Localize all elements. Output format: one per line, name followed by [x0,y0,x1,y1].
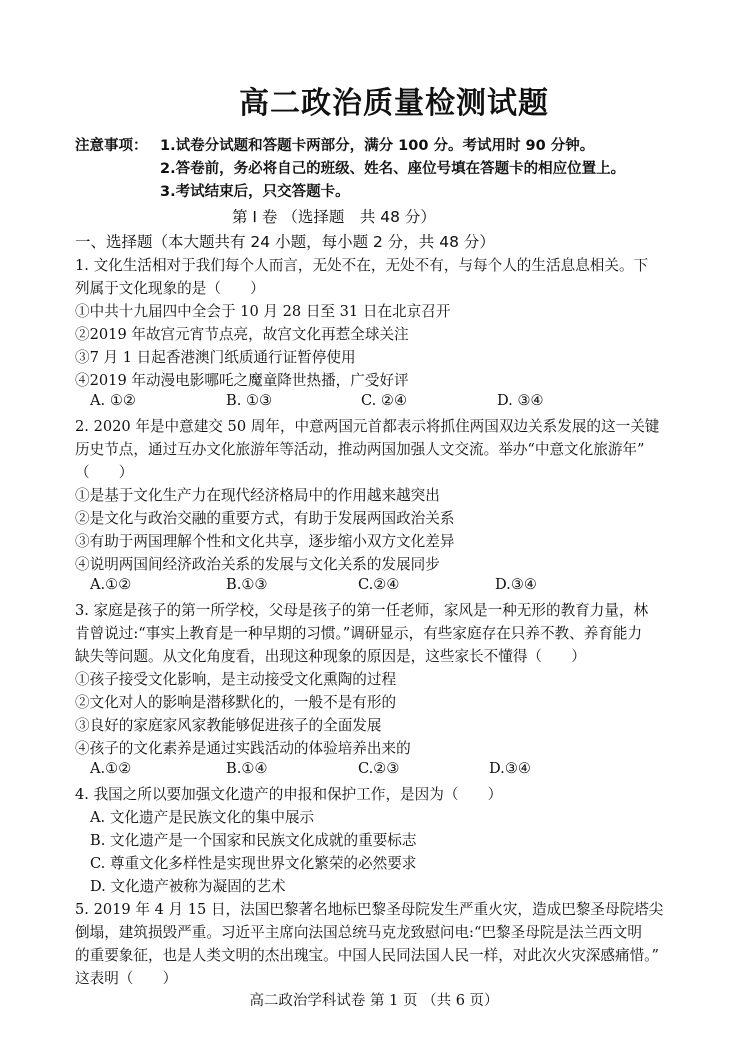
question-1-statement: ④2019 年动漫电影哪吒之魔童降世热播，广受好评 [75,372,409,389]
question-2-statement: ②是文化与政治交融的重要方式，有助于发展两国政治关系 [75,510,455,527]
question-3-line: 3. 家庭是孩子的第一所学校，父母是孩子的第一任老师，家风是一种无形的教育力量，林 [75,602,649,619]
question-2-line: 2. 2020 年是中意建交 50 周年，中意两国元首都表示将抓住两国双边关系发展的这一关键 [75,418,660,435]
question-3-option-c: C.②③ [358,760,400,777]
question-1-option-b: B. ①③ [226,392,273,409]
question-2-option-c: C.②④ [358,576,400,593]
question-1-line: 列属于文化现象的是（ ） [75,280,265,297]
question-2-statement: ①是基于文化生产力在现代经济格局中的作用越来越突出 [75,487,440,504]
question-3-statement: ②文化对人的影响是潜移默化的，一般不是有形的 [75,694,397,711]
notice-item: 2.答卷前，务必将自己的班级、姓名、座位号填在答题卡的相应位置上。 [160,161,626,177]
question-4-option-d: D. 文化遗产被称为凝固的艺术 [90,878,286,895]
question-1-option-a: A. ①② [90,392,136,409]
question-1-statement: ②2019 年故宫元宵节点亮，故宫文化再惹全球关注 [75,326,409,343]
question-2-option-a: A.①② [90,576,132,593]
question-3-statement: ③良好的家庭家风家教能够促进孩子的全面发展 [75,717,382,734]
question-3-line: 肯曾说过:“事实上教育是一种早期的习惯。”调研显示，有些家庭存在只养不教、养育能力 [75,625,643,642]
question-2-statement: ③有助于两国理解个性和文化共享，逐步缩小双方文化差异 [75,533,455,550]
question-5-line: 倒塌，建筑损毁严重。习近平主席向法国总统马克龙致慰问电:“巴黎圣母院是法兰西文明 [75,924,642,941]
question-4-option-a: A. 文化遗产是民族文化的集中展示 [90,809,315,826]
page-title: 高二政治质量检测试题 [239,86,549,121]
question-2-statement: ④说明两国间经济政治关系的发展与文化关系的发展同步 [75,556,440,573]
question-3-option-b: B.①④ [226,760,268,777]
section-heading: 一、选择题（本大题共有 24 小题，每小题 2 分，共 48 分） [75,233,495,251]
question-5-line: 这表明（ ） [75,970,178,987]
question-1-line: 1. 文化生活相对于我们每个人而言，无处不在，无处不有，与每个人的生活息息相关。下 [75,257,649,274]
question-3-option-d: D.③④ [489,760,531,777]
question-4-option-c: C. 尊重文化多样性是实现世界文化繁荣的必然要求 [90,855,417,872]
question-2-line: （ ） [75,464,134,481]
part-heading: 第 I 卷 （选择题 共 48 分） [232,208,436,226]
question-1-option-c: C. ②④ [361,392,408,409]
question-1-statement: ③7 月 1 日起香港澳门纸质通行证暂停使用 [75,349,356,366]
question-2-option-d: D.③④ [495,576,537,593]
question-5-line: 5. 2019 年 4 月 15 日，法国巴黎著名地标巴黎圣母院发生严重火灾，造成巴黎圣母院塔尖 [75,901,664,918]
question-4-option-b: B. 文化遗产是一个国家和民族文化成就的重要标志 [90,832,417,849]
notice-item: 1.试卷分试题和答题卡两部分，满分 100 分。考试用时 90 分钟。 [160,138,595,154]
question-3-option-a: A.①② [90,760,132,777]
question-2-line: 历史节点，通过互办文化旅游年等活动，推动两国加强人文交流。举办“中意文化旅游年” [75,441,645,458]
question-1-statement: ①中共十九届四中全会于 10 月 28 日至 31 日在北京召开 [75,303,451,320]
question-4-line: 4. 我国之所以要加强文化遗产的申报和保护工作，是因为（ ） [75,786,503,803]
question-3-statement: ①孩子接受文化影响，是主动接受文化熏陶的过程 [75,671,397,688]
notice-item: 3.考试结束后，只交答题卡。 [160,184,350,200]
notice-label: 注意事项： [75,138,148,154]
question-2-option-b: B.①③ [226,576,268,593]
question-5-line: 的重要象征，也是人类文明的杰出瑰宝。中国人民同法国人民一样，对此次火灾深感痛惜。” [75,947,659,964]
page-footer: 高二政治学科试卷 第 1 页 （共 6 页） [249,993,499,1009]
question-3-line: 缺失等问题。从文化角度看，出现这种现象的原因是，这些家长不懂得（ ） [75,648,586,665]
question-1-option-d: D. ③④ [497,392,544,409]
question-3-statement: ④孩子的文化素养是通过实践活动的体验培养出来的 [75,740,411,757]
